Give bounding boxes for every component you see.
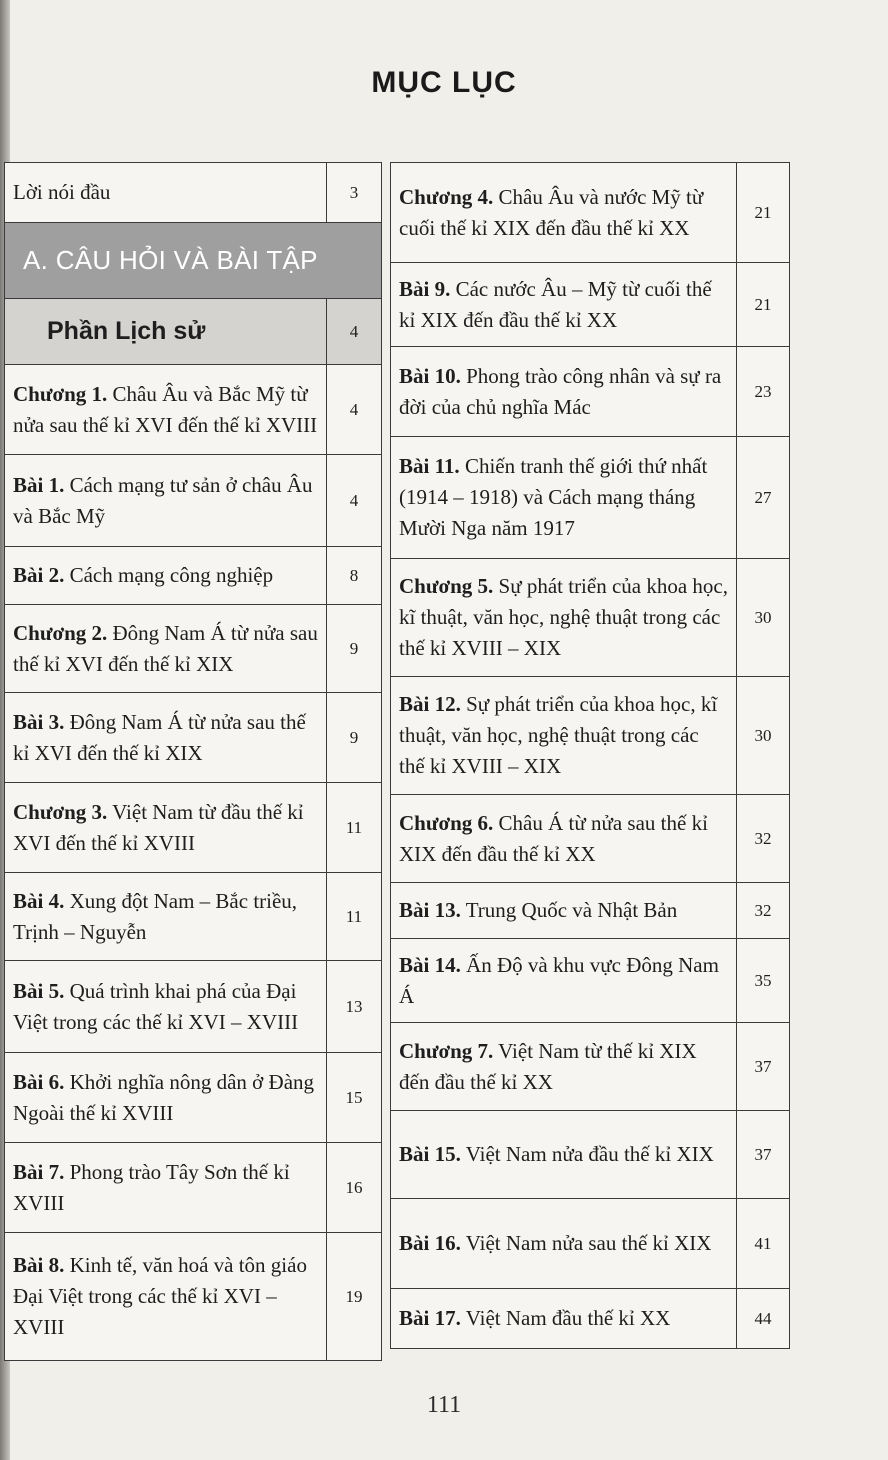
toc-right-column [390, 162, 790, 1349]
toc-entry-prefix: Chương 5. [399, 574, 494, 598]
toc-entry-page: 4 [327, 299, 382, 365]
toc-entry-text: Quá trình khai phá của Đại Việt trong các thế kỉ XVI – XVIII [13, 978, 299, 1034]
toc-row [391, 883, 790, 939]
toc-entry-page: 32 [737, 795, 790, 883]
toc-entry-page: 35 [737, 939, 790, 1023]
toc-entry-label [391, 883, 737, 939]
toc-entry-text: Xung đột Nam – Bắc triều, Trịnh – Nguyễn [13, 888, 298, 944]
toc-entry-label [5, 365, 327, 455]
toc-entry-page: 4 [327, 365, 382, 455]
toc-entry-label [5, 693, 327, 783]
toc-entry-text: Kinh tế, văn hoá và tôn giáo Đại Việt trong các thế kỉ XVI – XVIII [13, 1253, 307, 1339]
toc-row [5, 1143, 382, 1233]
toc-entry-prefix: Bài 16. [399, 1231, 461, 1255]
toc-entry-prefix: Bài 5. [13, 978, 65, 1003]
toc-row [5, 455, 382, 547]
toc-entry-page: 13 [327, 961, 382, 1053]
toc-entry-label [5, 1233, 327, 1361]
toc-entry-label [391, 1023, 737, 1111]
toc-entry-page: 11 [327, 783, 382, 873]
toc-entry-prefix: Chương 2. [13, 620, 108, 645]
toc-entry-text: Trung Quốc và Nhật Bản [465, 898, 678, 922]
toc-entry-text: Phong trào Tây Sơn thế kỉ XVIII [13, 1159, 290, 1215]
toc-entry-page: 9 [327, 693, 382, 783]
toc-entry-label [5, 547, 327, 605]
toc-entry-text: Việt Nam nửa sau thế kỉ XIX [465, 1231, 712, 1255]
toc-row [5, 783, 382, 873]
toc-row-intro [5, 163, 382, 223]
toc-entry-text: Lời nói đầu [13, 180, 111, 204]
toc-entry-prefix: Bài 15. [399, 1142, 461, 1166]
toc-entry-prefix: Bài 11. [399, 454, 460, 478]
toc-entry-page: 8 [327, 547, 382, 605]
toc-entry-text: Châu Âu và nước Mỹ từ cuối thế kỉ XIX đến đầu thế kỉ XX [399, 184, 704, 240]
toc-entry-prefix: Bài 17. [399, 1306, 461, 1330]
toc-entry-page: 16 [327, 1143, 382, 1233]
page-number: 111 [426, 1392, 462, 1418]
toc-entry-page: 3 [327, 163, 382, 223]
toc-entry-prefix: Bài 7. [13, 1159, 65, 1184]
toc-row [391, 1289, 790, 1349]
toc-row [391, 163, 790, 263]
toc-entry-prefix: Bài 3. [13, 709, 65, 734]
toc-entry-prefix: Chương 1. [13, 381, 108, 406]
toc-entry-label [391, 1111, 737, 1199]
toc-entry-text: Châu Á từ nửa sau thế kỉ XIX đến đầu thế kỉ XX [399, 810, 708, 866]
toc-entry-label [5, 1053, 327, 1143]
toc-row [391, 347, 790, 437]
toc-entry-text: Việt Nam nửa đầu thế kỉ XIX [465, 1142, 714, 1166]
section-heading: A. CÂU HỎI VÀ BÀI TẬP [5, 223, 382, 299]
page-title: MỤC LỤC [371, 66, 517, 99]
toc-entry-label [391, 263, 737, 347]
toc-entry-prefix: Bài 2. [13, 563, 65, 587]
toc-entry-label [5, 1143, 327, 1233]
toc-entry-prefix: Bài 8. [13, 1253, 65, 1277]
toc-entry-page: 15 [327, 1053, 382, 1143]
toc-row [391, 1199, 790, 1289]
toc-entry-prefix: Chương 6. [399, 810, 494, 835]
toc-entry-page: 32 [737, 883, 790, 939]
toc-entry-text: Đông Nam Á từ nửa sau thế kỉ XVI đến thế kỉ XIX [13, 709, 306, 765]
toc-entry-label [391, 939, 737, 1023]
toc-row [5, 1233, 382, 1361]
toc-entry-text: Sự phát triển của khoa học, kĩ thuật, văn học, nghệ thuật trong các thế kỉ XVIII – XIX [399, 692, 718, 778]
toc-row [391, 1111, 790, 1199]
toc-row [391, 939, 790, 1023]
toc-entry-prefix: Bài 13. [399, 898, 461, 922]
toc-entry-prefix: Bài 1. [13, 472, 65, 497]
toc-entry-prefix: Bài 10. [399, 363, 461, 388]
toc-entry-text: Chiến tranh thế giới thứ nhất (1914 – 1918) và Cách mạng tháng Mười Nga năm 1917 [399, 454, 708, 540]
toc-entry-page: 44 [737, 1289, 790, 1349]
toc-entry-page: 37 [737, 1111, 790, 1199]
toc-entry-text: Sự phát triển của khoa học, kĩ thuật, văn học, nghệ thuật trong các thế kỉ XVIII – XIX [399, 574, 728, 660]
toc-entry-label [5, 455, 327, 547]
toc-entry-text: Đông Nam Á từ nửa sau thế kỉ XVI đến thế kỉ XIX [13, 620, 318, 676]
toc-row [5, 873, 382, 961]
toc-entry-page: 30 [737, 559, 790, 677]
toc-row [391, 263, 790, 347]
toc-entry-text: Việt Nam từ thế kỉ XIX đến đầu thế kỉ XX [399, 1038, 697, 1094]
toc-entry-text: Việt Nam đầu thế kỉ XX [465, 1306, 671, 1330]
toc-row [5, 1053, 382, 1143]
toc-entry-label [391, 1289, 737, 1349]
toc-entry-text: Cách mạng công nghiệp [69, 563, 274, 587]
toc-entry-page: 37 [737, 1023, 790, 1111]
toc-entry-label [5, 873, 327, 961]
toc-row [391, 1023, 790, 1111]
toc-entry-page: 41 [737, 1199, 790, 1289]
toc-entry-label [391, 347, 737, 437]
toc-entry-label [391, 163, 737, 263]
toc-entry-text: Phong trào công nhân và sự ra đời của chủ nghĩa Mác [399, 363, 722, 419]
toc-entry-label [391, 1199, 737, 1289]
toc-entry-prefix: Bài 4. [13, 888, 65, 913]
toc-entry-page: 11 [327, 873, 382, 961]
toc-entry-page: 9 [327, 605, 382, 693]
toc-entry-label [5, 163, 327, 223]
toc-entry-text: Ấn Độ và khu vực Đông Nam Á [399, 952, 719, 1008]
toc-entry-prefix: Chương 4. [399, 184, 494, 209]
part-heading: Phần Lịch sử [5, 299, 327, 365]
toc-row [5, 547, 382, 605]
toc-entry-prefix: Chương 3. [13, 799, 108, 824]
toc-entry-label [391, 677, 737, 795]
toc-row [391, 437, 790, 559]
toc-entry-label [391, 559, 737, 677]
toc-left-column [4, 162, 382, 1361]
toc-entry-label [391, 795, 737, 883]
toc-row [391, 559, 790, 677]
toc-entry-page: 4 [327, 455, 382, 547]
toc-entry-text: Khởi nghĩa nông dân ở Đàng Ngoài thế kỉ XVIII [13, 1069, 315, 1125]
toc-entry-prefix: Bài 6. [13, 1069, 65, 1094]
toc-row [5, 605, 382, 693]
toc-entry-text: Châu Âu và Bắc Mỹ từ nửa sau thế kỉ XVI đến thế kỉ XVIII [13, 381, 318, 437]
toc-entry-prefix: Chương 7. [399, 1038, 494, 1063]
toc-entry-prefix: Bài 14. [399, 952, 461, 977]
toc-entry-label [5, 961, 327, 1053]
toc-entry-label [5, 783, 327, 873]
toc-row [5, 693, 382, 783]
toc-entry-page: 23 [737, 347, 790, 437]
toc-entry-page: 30 [737, 677, 790, 795]
toc-row [5, 961, 382, 1053]
toc-entry-page: 19 [327, 1233, 382, 1361]
toc-row [5, 365, 382, 455]
part-heading-row [5, 299, 382, 365]
toc-entry-page: 27 [737, 437, 790, 559]
toc-entry-page: 21 [737, 163, 790, 263]
toc-entry-label [391, 437, 737, 559]
toc-entry-prefix: Bài 9. [399, 276, 451, 301]
toc-entry-text: Các nước Âu – Mỹ từ cuối thế kỉ XIX đến đầu thế kỉ XX [399, 276, 712, 332]
toc-entry-prefix: Bài 12. [399, 692, 461, 716]
toc-entry-text: Cách mạng tư sản ở châu Âu và Bắc Mỹ [13, 472, 313, 528]
toc-row [391, 795, 790, 883]
toc-entry-label [5, 605, 327, 693]
section-heading-row [5, 223, 382, 299]
toc-entry-page: 21 [737, 263, 790, 347]
toc-row [391, 677, 790, 795]
toc-entry-text: Việt Nam từ đầu thế kỉ XVI đến thế kỉ XVIII [13, 799, 304, 855]
